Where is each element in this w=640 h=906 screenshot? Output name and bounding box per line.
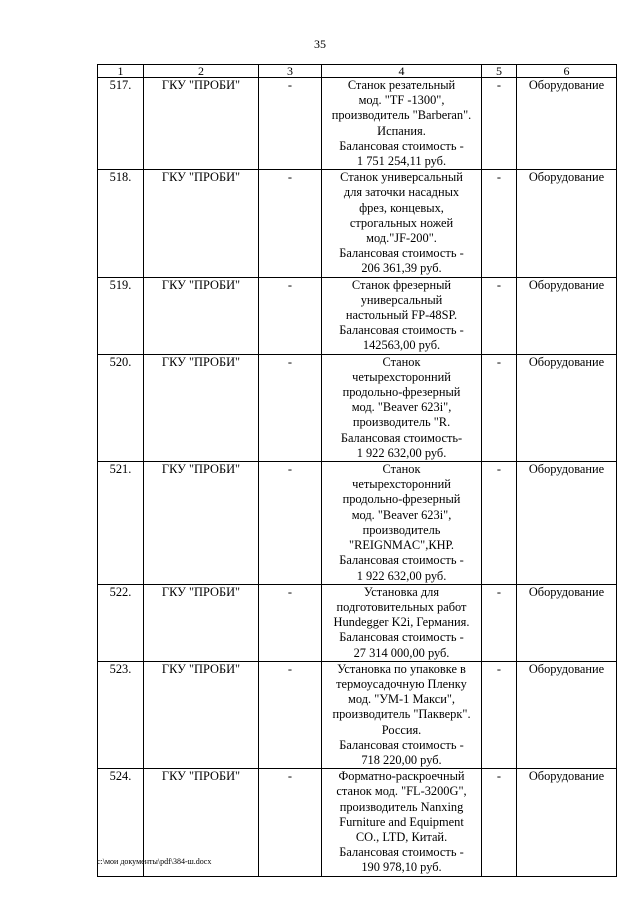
organization-cell: ГКУ "ПРОБИ" bbox=[144, 354, 259, 461]
description-cell: Установка для подготовительных работ Hundegger K2i, Германия. Балансовая стоимость - 27 314 000,00 руб. bbox=[322, 584, 482, 661]
property-type-cell: Оборудование bbox=[517, 277, 617, 354]
property-type-cell: Оборудование bbox=[517, 354, 617, 461]
description-cell: Станок универсальный для заточки насадных фрез, концевых, строгальных ножей мод."JF-200". Балансовая стоимость - 206 361,39 руб. bbox=[322, 170, 482, 277]
organization-cell: ГКУ "ПРОБИ" bbox=[144, 78, 259, 170]
property-type-cell: Оборудование bbox=[517, 769, 617, 876]
description-cell: Станок фрезерный универсальный настольный FP-48SP. Балансовая стоимость - 142563,00 руб. bbox=[322, 277, 482, 354]
description-cell: Станок резательный мод. "TF -1300", производитель "Barberan". Испания. Балансовая стоимость - 1 751 254,11 руб. bbox=[322, 78, 482, 170]
row-number-cell: 524. bbox=[98, 769, 144, 876]
footer-file-path: c:\мои документы\pdf\384-ш.docx bbox=[97, 857, 212, 866]
row-number-cell: 518. bbox=[98, 170, 144, 277]
header-cell-3: 3 bbox=[259, 65, 322, 78]
organization-cell: ГКУ "ПРОБИ" bbox=[144, 170, 259, 277]
table-row bbox=[98, 584, 617, 661]
header-cell-1: 1 bbox=[98, 65, 144, 78]
row-number-cell: 517. bbox=[98, 78, 144, 170]
column-3-cell: - bbox=[259, 661, 322, 768]
organization-cell: ГКУ "ПРОБИ" bbox=[144, 661, 259, 768]
column-3-cell: - bbox=[259, 170, 322, 277]
table-row bbox=[98, 354, 617, 461]
header-cell-5: 5 bbox=[482, 65, 517, 78]
header-cell-2: 2 bbox=[144, 65, 259, 78]
organization-cell: ГКУ "ПРОБИ" bbox=[144, 277, 259, 354]
description-cell: Установка по упаковке в термоусадочную Пленку мод. "УМ-1 Макси", производитель "Пакверк". Россия. Балансовая стоимость - 718 220,00 руб. bbox=[322, 661, 482, 768]
row-number-cell: 523. bbox=[98, 661, 144, 768]
header-cell-4: 4 bbox=[322, 65, 482, 78]
description-cell: Станок четырехсторонний продольно-фрезерный мод. "Beaver 623i", производитель "REIGNMAC",КНР. Балансовая стоимость - 1 922 632,00 руб. bbox=[322, 462, 482, 585]
table-row bbox=[98, 661, 617, 768]
column-5-cell: - bbox=[482, 661, 517, 768]
description-cell: Станок четырехсторонний продольно-фрезерный мод. "Beaver 623i", производитель "R. Балансовая стоимость- 1 922 632,00 руб. bbox=[322, 354, 482, 461]
column-3-cell: - bbox=[259, 78, 322, 170]
column-3-cell: - bbox=[259, 584, 322, 661]
organization-cell: ГКУ "ПРОБИ" bbox=[144, 462, 259, 585]
column-5-cell: - bbox=[482, 584, 517, 661]
property-type-cell: Оборудование bbox=[517, 661, 617, 768]
column-5-cell: - bbox=[482, 170, 517, 277]
property-type-cell: Оборудование bbox=[517, 584, 617, 661]
table-row bbox=[98, 277, 617, 354]
table-row bbox=[98, 462, 617, 585]
property-type-cell: Оборудование bbox=[517, 462, 617, 585]
row-number-cell: 521. bbox=[98, 462, 144, 585]
column-5-cell: - bbox=[482, 462, 517, 585]
column-3-cell: - bbox=[259, 462, 322, 585]
column-5-cell: - bbox=[482, 354, 517, 461]
column-5-cell: - bbox=[482, 78, 517, 170]
property-type-cell: Оборудование bbox=[517, 170, 617, 277]
description-cell: Форматно-раскроечный станок мод. "FL-3200G", производитель Nanxing Furniture and Equipment CO., LTD, Китай. Балансовая стоимость - 190 978,10 руб. bbox=[322, 769, 482, 876]
row-number-cell: 522. bbox=[98, 584, 144, 661]
page-number: 35 bbox=[314, 37, 326, 51]
organization-cell: ГКУ "ПРОБИ" bbox=[144, 769, 259, 876]
table-row bbox=[98, 170, 617, 277]
property-table bbox=[97, 64, 617, 877]
column-3-cell: - bbox=[259, 769, 322, 876]
organization-cell: ГКУ "ПРОБИ" bbox=[144, 584, 259, 661]
row-number-cell: 519. bbox=[98, 277, 144, 354]
property-type-cell: Оборудование bbox=[517, 78, 617, 170]
row-number-cell: 520. bbox=[98, 354, 144, 461]
column-3-cell: - bbox=[259, 354, 322, 461]
column-5-cell: - bbox=[482, 277, 517, 354]
column-5-cell: - bbox=[482, 769, 517, 876]
column-3-cell: - bbox=[259, 277, 322, 354]
header-cell-6: 6 bbox=[517, 65, 617, 78]
table-header-row bbox=[98, 65, 617, 78]
table-row bbox=[98, 78, 617, 170]
